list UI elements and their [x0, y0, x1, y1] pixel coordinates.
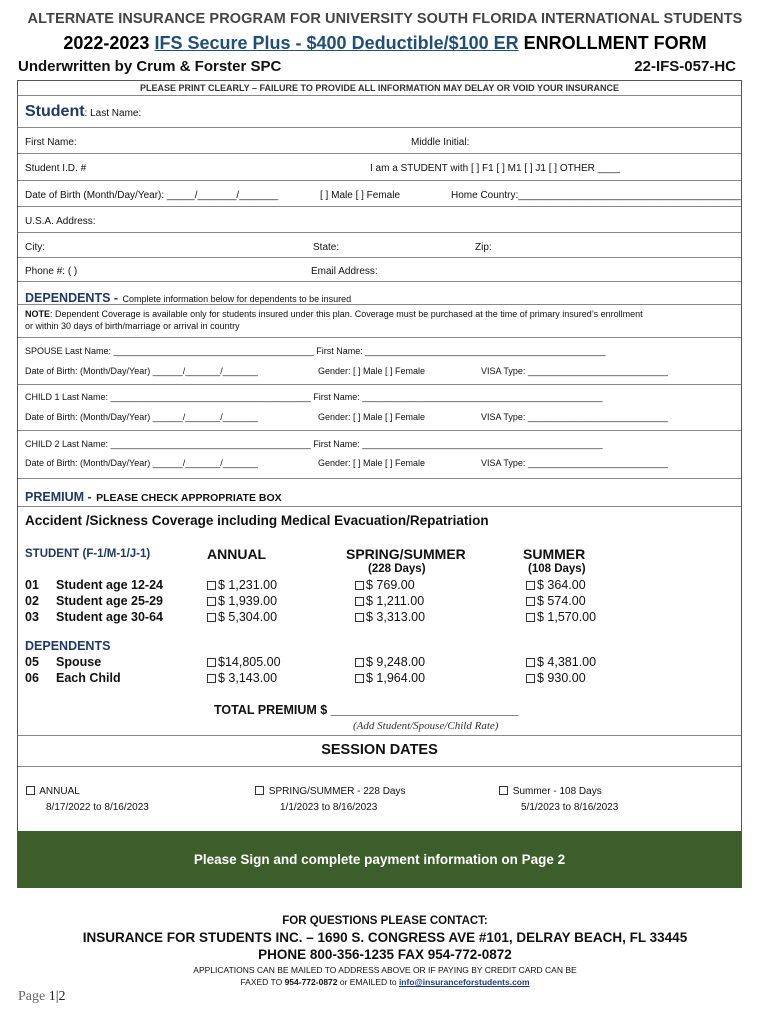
rate-row-code: 01: [25, 578, 39, 592]
spring-days: (228 Days): [368, 563, 426, 575]
coverage-title: Accident /Sickness Coverage including Medical Evacuation/Repatriation: [25, 513, 489, 528]
page-label: Page: [18, 989, 46, 1004]
fax-number: 954-772-0872: [284, 977, 338, 987]
rate-value: $ 3,143.00: [218, 671, 278, 685]
rate-spring-option[interactable]: [355, 610, 425, 624]
student-id-label: Student I.D. #: [25, 163, 87, 174]
page-total: 2: [58, 989, 66, 1004]
dependents-subheading: Complete information below for dependents to be insured: [122, 294, 352, 304]
premium-heading: PREMIUM -: [25, 490, 92, 504]
dob-field[interactable]: Date of Birth (Month/Day/Year): _____/_______/_______: [25, 190, 279, 201]
child2-gender-field[interactable]: Gender: [ ] Male [ ] Female: [318, 458, 426, 468]
checkbox-icon: [526, 613, 535, 622]
rate-value: $14,805.00: [218, 655, 281, 669]
rate-value: $ 1,211.00: [366, 594, 425, 608]
form-code: 22-IFS-057-HC: [634, 58, 736, 75]
form-title: [0, 33, 770, 54]
session-spring-dates: 1/1/2023 to 8/16/2023: [280, 802, 378, 813]
checkbox-icon: [207, 581, 216, 590]
student-heading: Student: [25, 103, 85, 120]
spouse-visa-field[interactable]: VISA Type: ____________________________: [481, 366, 669, 376]
rate-annual-option[interactable]: [207, 594, 277, 608]
plan-name: IFS Secure Plus - $400 Deductible/$100 ER: [154, 33, 519, 53]
checkbox-icon: [526, 581, 535, 590]
checkbox-icon: [26, 786, 35, 795]
rate-row-code: 06: [25, 671, 39, 685]
rate-summer-option[interactable]: [526, 578, 586, 592]
home-country-field[interactable]: Home Country:________________________________________: [451, 190, 741, 201]
form-box: [17, 80, 742, 888]
checkbox-icon: [207, 658, 216, 667]
rate-spring-option[interactable]: [355, 578, 415, 592]
checkbox-icon: [355, 597, 364, 606]
page-separator: |: [55, 989, 59, 1004]
rate-value: $ 364.00: [537, 578, 586, 592]
rate-spring-option[interactable]: [355, 655, 425, 669]
rate-row-code: 02: [25, 594, 39, 608]
rate-annual-option[interactable]: [207, 671, 277, 685]
program-title: ALTERNATE INSURANCE PROGRAM FOR UNIVERSITY SOUTH FLORIDA INTERNATIONAL STUDENTS: [27, 11, 743, 27]
fax-mid: or EMAILED to: [339, 977, 397, 987]
fax-email-note: [0, 977, 770, 987]
page-number: [18, 989, 66, 1005]
rate-row-label: Student age 12-24: [56, 578, 163, 592]
city-label: City:: [25, 242, 45, 253]
dependents-heading: DEPENDENTS -: [25, 291, 119, 305]
middle-initial-label: Middle Initial:: [411, 137, 470, 148]
spouse-name-field[interactable]: SPOUSE Last Name: ________________________________________ First Name: ________________________________________________: [25, 346, 606, 356]
rate-annual-option[interactable]: [207, 578, 277, 592]
session-label: Summer - 108 Days: [512, 786, 602, 797]
rate-annual-option[interactable]: [207, 610, 277, 624]
checkbox-icon: [255, 786, 264, 795]
dependents-note-line2: or within 30 days of birth/marriage or arrival in country: [25, 321, 240, 331]
checkbox-icon: [499, 786, 508, 795]
session-summer-option[interactable]: [499, 786, 602, 797]
checkbox-icon: [355, 674, 364, 683]
rate-row-label: Student age 25-29: [56, 594, 163, 608]
email-label: Email Address:: [311, 266, 378, 277]
premium-subheading: PLEASE CHECK APPROPRIATE BOX: [96, 492, 282, 504]
rate-row-code: 03: [25, 610, 39, 624]
dependents-note: [25, 309, 643, 319]
rate-value: $ 1,231.00: [218, 578, 278, 592]
spouse-gender-field[interactable]: Gender: [ ] Male [ ] Female: [318, 366, 426, 376]
checkbox-icon: [355, 613, 364, 622]
session-dates-heading: SESSION DATES: [321, 742, 438, 758]
address-label: U.S.A. Address:: [25, 216, 96, 227]
session-label: SPRING/SUMMER - 228 Days: [268, 786, 406, 797]
rate-value: $ 3,313.00: [366, 610, 426, 624]
rate-spring-option[interactable]: [355, 594, 424, 608]
phone-label: Phone #: ( ): [25, 266, 78, 277]
company-phone: PHONE 800-356-1235 FAX 954-772-0872: [258, 947, 512, 962]
rate-summer-option[interactable]: [526, 671, 586, 685]
child2-name-field[interactable]: CHILD 2 Last Name: ________________________________________ First Name: ________________________________________________: [25, 439, 603, 449]
first-name-label: First Name:: [25, 137, 77, 148]
rate-summer-option[interactable]: [526, 594, 586, 608]
rate-value: $ 1,570.00: [537, 610, 597, 624]
child1-name-field[interactable]: CHILD 1 Last Name: ________________________________________ First Name: ________________________________________________: [25, 392, 603, 402]
rate-value: $ 1,939.00: [218, 594, 278, 608]
total-premium-note: (Add Student/Spouse/Child Rate): [353, 720, 499, 732]
rate-spring-option[interactable]: [355, 671, 425, 685]
rate-row-label: Each Child: [56, 671, 121, 685]
student-heading-row: [25, 103, 141, 121]
summer-column-header: SUMMER: [523, 546, 586, 562]
visa-status-field[interactable]: I am a STUDENT with [ ] F1 [ ] M1 [ ] J1 [ ] OTHER ____: [370, 163, 620, 174]
annual-column-header: ANNUAL: [207, 546, 267, 562]
checkbox-icon: [355, 658, 364, 667]
rate-row-label: Spouse: [56, 655, 102, 669]
rate-value: $ 9,248.00: [366, 655, 426, 669]
dependents-rate-label: DEPENDENTS: [25, 639, 111, 653]
spring-column-header: SPRING/SUMMER: [346, 546, 466, 562]
checkbox-icon: [526, 658, 535, 667]
rate-value: $ 5,304.00: [218, 610, 278, 624]
questions-heading: FOR QUESTIONS PLEASE CONTACT:: [282, 915, 488, 927]
form-year: 2022-2023: [63, 33, 150, 53]
checkbox-icon: [526, 674, 535, 683]
child1-dob-field[interactable]: Date of Birth: (Month/Day/Year) ______/_______/_______: [25, 412, 258, 422]
student-type-label: STUDENT (F-1/M-1/J-1): [25, 548, 151, 560]
rate-annual-option[interactable]: [207, 655, 281, 669]
child1-visa-field[interactable]: VISA Type: ____________________________: [481, 412, 669, 422]
fax-prefix: FAXED TO: [240, 977, 283, 987]
rate-value: $ 930.00: [537, 671, 586, 685]
rate-row-label: Student age 30-64: [56, 610, 163, 624]
child1-gender-field[interactable]: Gender: [ ] Male [ ] Female: [318, 412, 426, 422]
sign-banner: Please Sign and complete payment information on Page 2: [18, 831, 741, 888]
child2-visa-field[interactable]: VISA Type: ____________________________: [481, 458, 669, 468]
print-notice: PLEASE PRINT CLEARLY – FAILURE TO PROVIDE ALL INFORMATION MAY DELAY OR VOID YOUR INSURANCE: [139, 83, 620, 93]
session-spring-option[interactable]: [255, 786, 405, 797]
session-annual-option[interactable]: [26, 786, 80, 797]
session-summer-dates: 5/1/2023 to 8/16/2023: [521, 802, 619, 813]
note-label: NOTE: [25, 309, 51, 319]
rate-summer-option[interactable]: [526, 655, 596, 669]
mail-note: APPLICATIONS CAN BE MAILED TO ADDRESS ABOVE OR IF PAYING BY CREDIT CARD CAN BE: [193, 965, 577, 975]
company-address: INSURANCE FOR STUDENTS INC. – 1690 S. CONGRESS AVE #101, DELRAY BEACH, FL 33445: [82, 930, 688, 945]
rate-summer-option[interactable]: [526, 610, 596, 624]
note-text: : Dependent Coverage is available only for students insured under this plan. Coverage must be purchased at the time of primary insured’s enrollment: [50, 309, 643, 319]
rate-value: $ 4,381.00: [537, 655, 597, 669]
session-label: ANNUAL: [39, 786, 80, 797]
checkbox-icon: [207, 597, 216, 606]
enrollment-form-label: ENROLLMENT FORM: [523, 33, 707, 53]
email-link[interactable]: info@insuranceforstudents.com: [398, 977, 530, 987]
checkbox-icon: [207, 674, 216, 683]
underwriter: Underwritten by Crum & Forster SPC: [18, 58, 282, 75]
gender-field[interactable]: [ ] Male [ ] Female: [320, 190, 401, 201]
child2-dob-field[interactable]: Date of Birth: (Month/Day/Year) ______/_______/_______: [25, 458, 258, 468]
summer-days: (108 Days): [528, 563, 586, 575]
premium-heading-row: [25, 488, 282, 506]
total-premium-field[interactable]: TOTAL PREMIUM $ ___________________________: [214, 703, 519, 717]
checkbox-icon: [355, 581, 364, 590]
page-current: 1: [48, 989, 56, 1004]
checkbox-icon: [526, 597, 535, 606]
checkbox-icon: [207, 613, 216, 622]
session-annual-dates: 8/17/2022 to 8/16/2023: [46, 802, 149, 813]
zip-label: Zip:: [475, 242, 492, 253]
state-label: State:: [313, 242, 340, 253]
rate-value: $ 769.00: [366, 578, 415, 592]
rate-value: $ 1,964.00: [366, 671, 426, 685]
rate-row-code: 05: [25, 655, 39, 669]
student-last-name-label: : Last Name:: [84, 108, 142, 119]
spouse-dob-field[interactable]: Date of Birth: (Month/Day/Year) ______/_______/_______: [25, 366, 258, 376]
rate-value: $ 574.00: [537, 594, 586, 608]
